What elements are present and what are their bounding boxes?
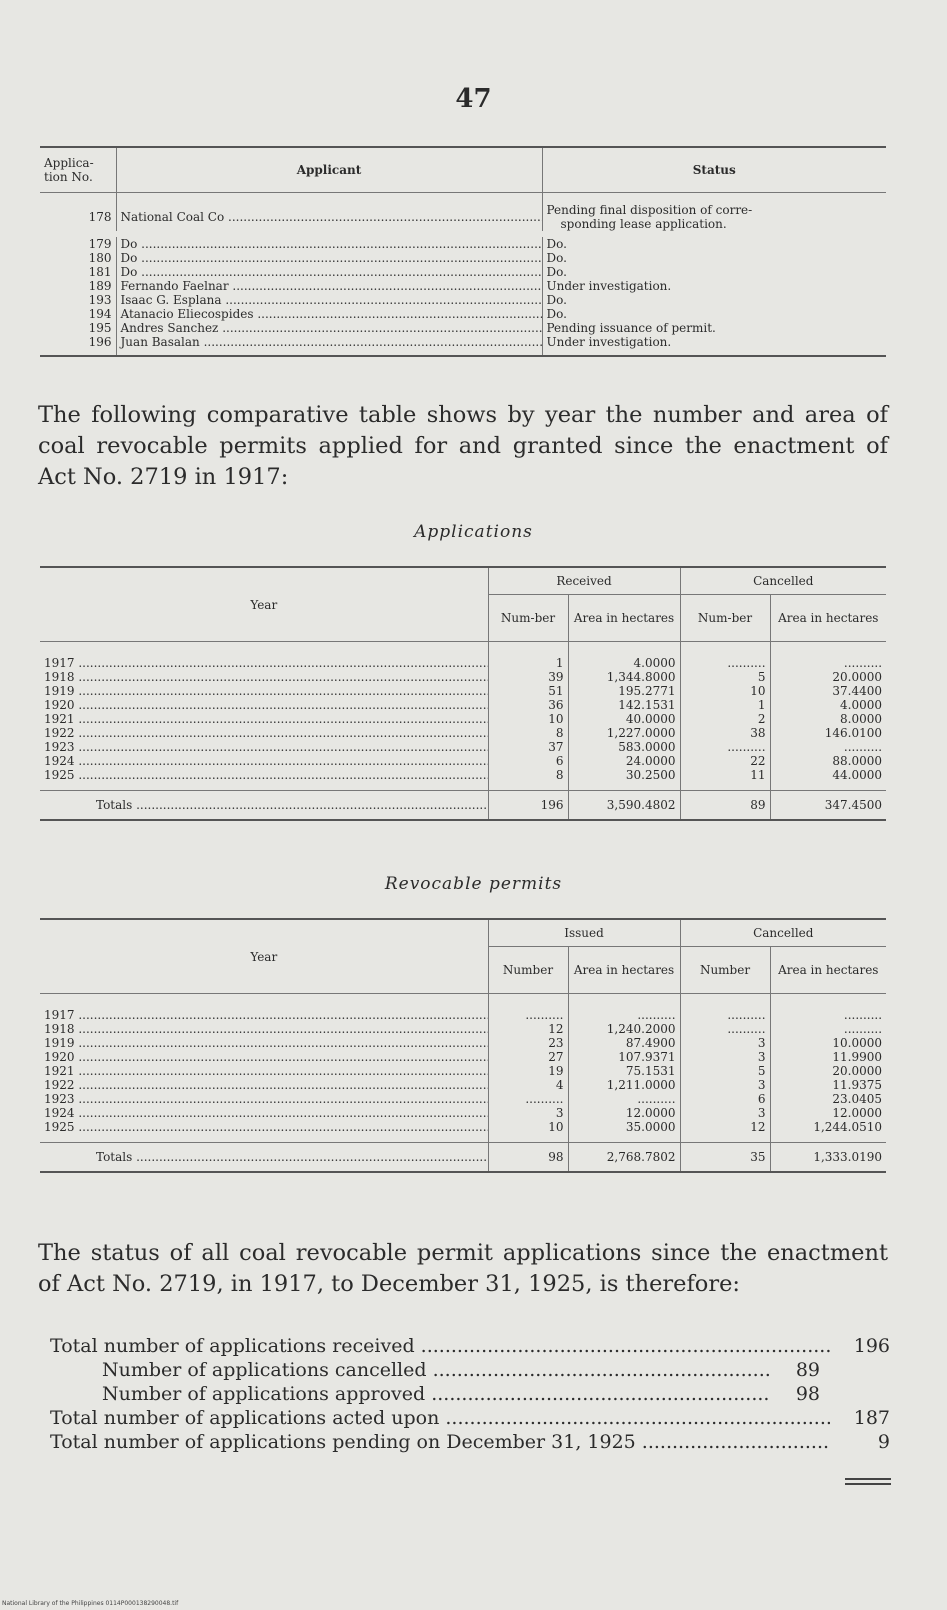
scan-footer: National Library of the Philippines 0114P000138290048.tif (2, 1600, 179, 1607)
double-rule (845, 1478, 891, 1485)
total-ia: 2,768.7802 (568, 1143, 680, 1173)
in-cell: 23 (488, 1036, 568, 1050)
total-cn: 89 (680, 791, 770, 821)
totals-label: Totals ..... (40, 1143, 488, 1173)
status-line: Do. (546, 251, 567, 265)
ca-cell: 4.0000 (770, 698, 886, 712)
applicant-name: Atanacio Eliecospides ..... (116, 307, 542, 321)
status-line: Pending final disposition of corre- (546, 203, 753, 217)
year-cell: 1924 ..... (40, 754, 488, 768)
table-row (40, 1078, 886, 1092)
application-no: 179 (88, 237, 112, 251)
ca-cell: 23.0405 (770, 1092, 886, 1106)
table-row (40, 712, 886, 726)
cn-cell: 6 (680, 1092, 770, 1106)
status-line: Pending issuance of permit. (546, 321, 716, 335)
received-area-header: Area in hectares (568, 595, 680, 642)
rn-cell: 51 (488, 684, 568, 698)
table-row (40, 279, 886, 293)
cn-cell: .......... (680, 642, 770, 671)
summary-subvalue: 98 (770, 1382, 820, 1406)
application-status (542, 293, 886, 307)
status-line-continued: sponding lease application. (560, 217, 727, 231)
status-line: Do. (546, 307, 567, 321)
ca-cell: 20.0000 (770, 1064, 886, 1078)
ca-cell: 10.0000 (770, 1036, 886, 1050)
intro-paragraph: The following comparative table shows by year the number and area of coal revocable permits applied for and granted since the enactment of Act No. 2719 in 1917: (38, 402, 888, 490)
application-no: 193 (88, 293, 112, 307)
totals-label: Totals ..... (40, 791, 488, 821)
ra-cell: 142.1531 (568, 698, 680, 712)
in-cell: 4 (488, 1078, 568, 1092)
rn-cell: 39 (488, 670, 568, 684)
cn-cell: 11 (680, 768, 770, 791)
ca-cell: 37.4400 (770, 684, 886, 698)
table-row (40, 335, 886, 356)
application-no: 180 (88, 251, 112, 265)
summary-value: 9 (830, 1430, 890, 1454)
table-row (40, 768, 886, 791)
permits-year-header: Year (40, 919, 488, 994)
year-cell: 1919 ..... (40, 684, 488, 698)
applicant-name: National Coal Co ..... (116, 193, 542, 232)
status-line: Under investigation. (546, 279, 672, 293)
cancelled-header: Cancelled (680, 567, 886, 595)
cn-cell: 5 (680, 670, 770, 684)
status-summary (50, 1334, 890, 1454)
year-cell: 1920 ..... (40, 1050, 488, 1064)
cn-cell: .......... (680, 1022, 770, 1036)
table-row (40, 1022, 886, 1036)
totals-row (40, 1143, 886, 1173)
application-no: 196 (40, 335, 116, 356)
ia-cell: .......... (568, 1092, 680, 1106)
application-no: 181 (88, 265, 112, 279)
table-row (40, 642, 886, 671)
ra-cell: 583.0000 (568, 740, 680, 754)
ca-cell: 11.9900 (770, 1050, 886, 1064)
in-cell: 19 (488, 1064, 568, 1078)
summary-row (50, 1406, 890, 1430)
total-cn: 35 (680, 1143, 770, 1173)
table-row (40, 307, 886, 321)
table-row (40, 740, 886, 754)
ca-cell: .......... (770, 740, 886, 754)
application-status (542, 335, 886, 356)
in-cell: .......... (488, 1092, 568, 1106)
cn-cell: 1 (680, 698, 770, 712)
in-cell: 3 (488, 1106, 568, 1120)
header-applicant: Applicant (116, 147, 542, 193)
summary-row (50, 1334, 890, 1358)
rn-cell: 1 (488, 642, 568, 671)
table-row (40, 1064, 886, 1078)
ca-cell: 88.0000 (770, 754, 886, 768)
permits-caption: Revocable permits (384, 874, 563, 894)
summary-label: Number of applications cancelled ..... (102, 1358, 770, 1382)
in-cell: 10 (488, 1120, 568, 1143)
application-status (542, 279, 886, 293)
cancelled-number-header: Num-ber (680, 595, 770, 642)
summary-row (50, 1358, 890, 1382)
ca-cell: 44.0000 (770, 768, 886, 791)
applicant-name: Do ..... (116, 265, 542, 279)
summary-row (50, 1382, 890, 1406)
summary-label: Total number of applications pending on December 31, 1925 ..... (50, 1430, 830, 1454)
application-status (542, 193, 886, 232)
ra-cell: 1,344.8000 (568, 670, 680, 684)
applicant-name: Do ..... (116, 237, 542, 251)
in-cell: 12 (488, 1022, 568, 1036)
table-row (40, 321, 886, 335)
summary-subvalue: 89 (770, 1358, 820, 1382)
status-line: Under investigation. (546, 335, 672, 349)
summary-label: Total number of applications acted upon ..... (50, 1406, 830, 1430)
year-cell: 1923 ..... (40, 740, 488, 754)
year-cell: 1923 ..... (40, 1092, 488, 1106)
year-cell: 1925 ..... (40, 1120, 488, 1143)
summary-value: 196 (830, 1334, 890, 1358)
ia-cell: 1,211.0000 (568, 1078, 680, 1092)
cn-cell: 3 (680, 1078, 770, 1092)
ca-cell: 146.0100 (770, 726, 886, 740)
ia-cell: 35.0000 (568, 1120, 680, 1143)
application-status (542, 265, 886, 279)
summary-label: Total number of applications received ..... (50, 1334, 830, 1358)
ia-cell: .......... (568, 994, 680, 1023)
ca-cell: 11.9375 (770, 1078, 886, 1092)
rn-cell: 6 (488, 754, 568, 768)
table-row (40, 193, 886, 232)
rn-cell: 37 (488, 740, 568, 754)
in-cell: 27 (488, 1050, 568, 1064)
applicant-name: Do ..... (116, 251, 542, 265)
table-row (40, 1036, 886, 1050)
table-row (40, 754, 886, 768)
summary-row (50, 1430, 890, 1454)
applications-year-header: Year (40, 567, 488, 642)
year-cell: 1919 ..... (40, 1036, 488, 1050)
ra-cell: 30.2500 (568, 768, 680, 791)
application-no: 194 (88, 307, 112, 321)
ia-cell: 107.9371 (568, 1050, 680, 1064)
cn-cell: 12 (680, 1120, 770, 1143)
table-row (40, 265, 886, 279)
year-cell: 1921 ..... (40, 712, 488, 726)
total-rn: 196 (488, 791, 568, 821)
table-row (40, 293, 886, 307)
permits-cancelled-area-header: Area in hectares (770, 947, 886, 994)
totals-row (40, 791, 886, 821)
ia-cell: 1,240.2000 (568, 1022, 680, 1036)
cn-cell: .......... (680, 740, 770, 754)
ca-cell: .......... (770, 1022, 886, 1036)
year-cell: 1922 ..... (40, 1078, 488, 1092)
total-ra: 3,590.4802 (568, 791, 680, 821)
year-cell: 1918 ..... (40, 670, 488, 684)
ca-cell: 1,244.0510 (770, 1120, 886, 1143)
header-status: Status (542, 147, 886, 193)
status-paragraph: The status of all coal revocable permit applications since the enactment of Act No. 2719, in 1917, to December 31, 1925, is therefore: (38, 1240, 888, 1297)
table-row (40, 670, 886, 684)
table-row (40, 698, 886, 712)
table-row (40, 237, 886, 251)
cn-cell: .......... (680, 994, 770, 1023)
year-cell: 1920 ..... (40, 698, 488, 712)
cn-cell: 3 (680, 1050, 770, 1064)
cn-cell: 2 (680, 712, 770, 726)
table-row (40, 726, 886, 740)
table-row (40, 1106, 886, 1120)
applicant-name: Isaac G. Esplana ..... (116, 293, 542, 307)
application-status (542, 237, 886, 251)
applicant-name: Juan Basalan ..... (116, 335, 542, 356)
rn-cell: 10 (488, 712, 568, 726)
ca-cell: .......... (770, 994, 886, 1023)
year-cell: 1924 ..... (40, 1106, 488, 1120)
table-row (40, 251, 886, 265)
cn-cell: 38 (680, 726, 770, 740)
table-row (40, 994, 886, 1023)
year-cell: 1918 ..... (40, 1022, 488, 1036)
applications-caption: Applications (414, 522, 533, 542)
ra-cell: 195.2771 (568, 684, 680, 698)
in-cell: .......... (488, 994, 568, 1023)
applicant-name: Andres Sanchez ..... (116, 321, 542, 335)
permits-cancelled-header: Cancelled (680, 919, 886, 947)
application-status (542, 307, 886, 321)
ra-cell: 4.0000 (568, 642, 680, 671)
ca-cell: 20.0000 (770, 670, 886, 684)
application-no: 195 (88, 321, 112, 335)
cn-cell: 3 (680, 1106, 770, 1120)
applicant-name: Fernando Faelnar ..... (116, 279, 542, 293)
ra-cell: 40.0000 (568, 712, 680, 726)
total-ca: 347.4500 (770, 791, 886, 821)
application-status-table (40, 146, 886, 357)
permits-cancelled-number-header: Number (680, 947, 770, 994)
status-line: Do. (546, 237, 567, 251)
received-header: Received (488, 567, 680, 595)
year-cell: 1917 ..... (40, 994, 488, 1023)
ia-cell: 87.4900 (568, 1036, 680, 1050)
status-line: Do. (546, 265, 567, 279)
status-line: Do. (546, 293, 567, 307)
year-cell: 1925 ..... (40, 768, 488, 791)
table-row (40, 1050, 886, 1064)
rn-cell: 8 (488, 768, 568, 791)
summary-label: Number of applications approved ..... (102, 1382, 770, 1406)
applications-table (40, 566, 886, 821)
revocable-permits-table (40, 918, 886, 1173)
cn-cell: 22 (680, 754, 770, 768)
total-in: 98 (488, 1143, 568, 1173)
header-application-no: Applica-tion No. (40, 147, 116, 193)
year-cell: 1922 ..... (40, 726, 488, 740)
ra-cell: 24.0000 (568, 754, 680, 768)
application-no: 178 (88, 210, 112, 224)
ca-cell: .......... (770, 642, 886, 671)
cn-cell: 3 (680, 1036, 770, 1050)
cancelled-area-header: Area in hectares (770, 595, 886, 642)
issued-number-header: Number (488, 947, 568, 994)
page-number: 47 (455, 84, 492, 114)
rn-cell: 36 (488, 698, 568, 712)
ia-cell: 12.0000 (568, 1106, 680, 1120)
table-row (40, 684, 886, 698)
table-row (40, 1120, 886, 1143)
received-number-header: Num-ber (488, 595, 568, 642)
application-status (542, 251, 886, 265)
application-status (542, 321, 886, 335)
table-row (40, 1092, 886, 1106)
application-no: 189 (88, 279, 112, 293)
ra-cell: 1,227.0000 (568, 726, 680, 740)
issued-header: Issued (488, 919, 680, 947)
ia-cell: 75.1531 (568, 1064, 680, 1078)
year-cell: 1921 ..... (40, 1064, 488, 1078)
summary-value: 187 (830, 1406, 890, 1430)
year-cell: 1917 ..... (40, 642, 488, 671)
cn-cell: 5 (680, 1064, 770, 1078)
ca-cell: 8.0000 (770, 712, 886, 726)
issued-area-header: Area in hectares (568, 947, 680, 994)
total-ca: 1,333.0190 (770, 1143, 886, 1173)
ca-cell: 12.0000 (770, 1106, 886, 1120)
rn-cell: 8 (488, 726, 568, 740)
cn-cell: 10 (680, 684, 770, 698)
